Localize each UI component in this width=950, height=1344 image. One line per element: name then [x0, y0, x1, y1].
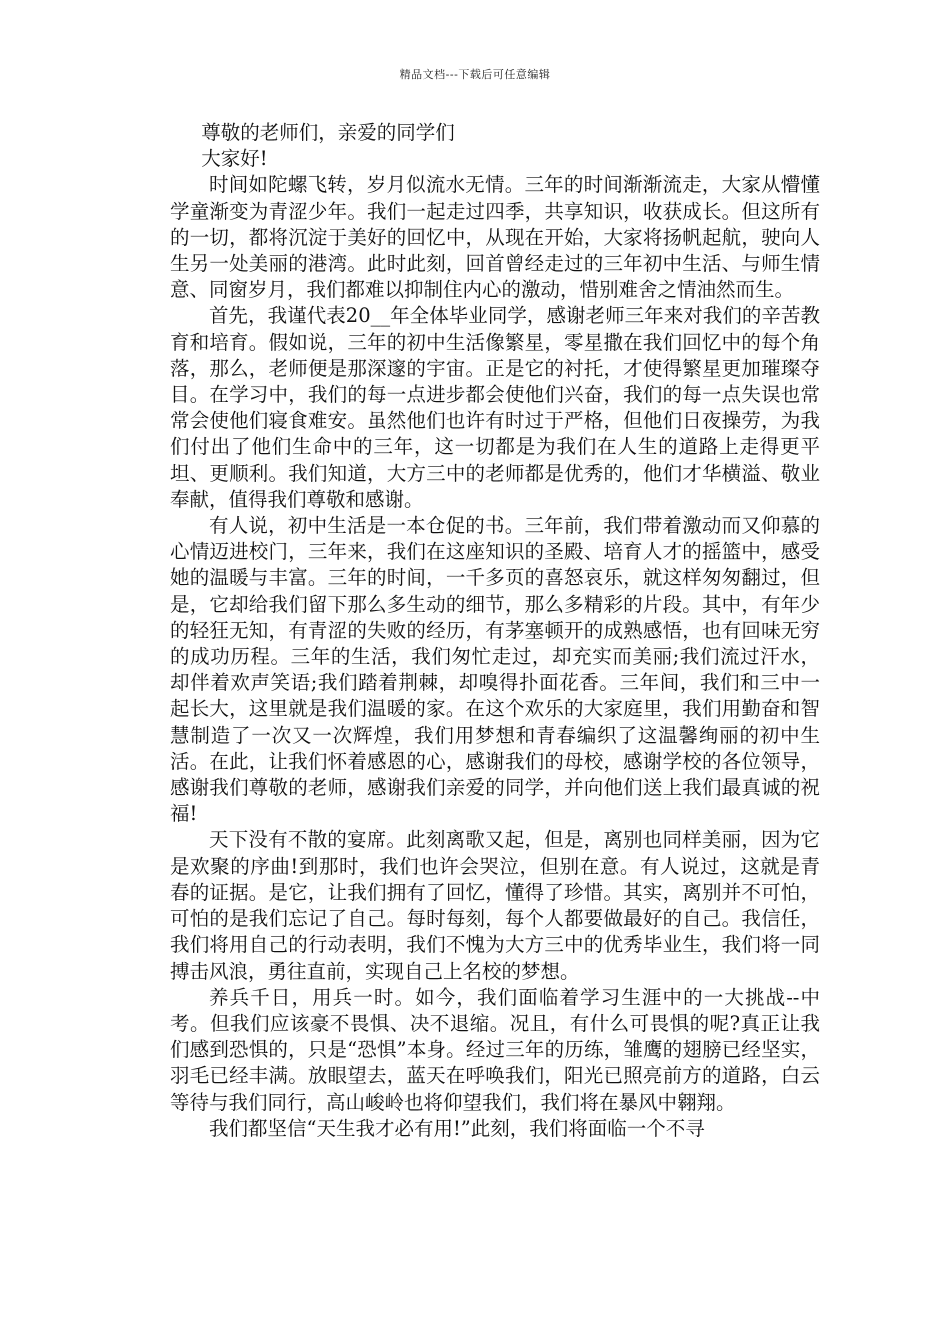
paragraph-3: 有人说，初中生活是一本仓促的书。三年前，我们带着激动而又仰慕的心情迈进校门，三年来，我们在这座知识的圣殿、培育人才的摇篮中，感受她的温暖与丰富。三年的时间，一千多页的喜怒哀乐，就这样匆匆翻过，但是，它却给我们留下那么多生动的细节，那么多精彩的片段。其中，有年少的轻狂无知，有青涩的失败的经历，有茅塞顿开的成熟感悟，也有回味无穷的成功历程。三年的生活，我们匆忙走过，却充实而美丽;我们流过汗水，却伴着欢声笑语;我们踏着荆棘，却嗅得扑面花香。三年间，我们和三中一起长大，这里就是我们温暖的家。在这个欢乐的大家庭里，我们用勤奋和智慧制造了一次又一次辉煌，我们用梦想和青春编织了这温馨绚丽的初中生活。在此，让我们怀着感恩的心，感谢我们的母校，感谢学校的各位领导，感谢我们尊敬的老师，感谢我们亲爱的同学，并向他们送上我们最真诚的祝福!	[170, 514, 820, 826]
paragraph-4: 天下没有不散的宴席。此刻离歌又起，但是，离别也同样美丽，因为它是欢聚的序曲!到那时，我们也许会哭泣，但别在意。有人说过，这就是青春的证据。是它，让我们拥有了回忆，懂得了珍惜。其实，离别并不可怕，可怕的是我们忘记了自己。每时每刻，每个人都要做最好的自己。我信任，我们将用自己的行动表明，我们不愧为大方三中的优秀毕业生，我们将一同搏击风浪，勇往直前，实现自己上名校的梦想。	[170, 828, 820, 983]
paragraph-2: 首先，我谨代表20__年全体毕业同学，感谢老师三年来对我们的辛苦教育和培育。假如说，三年的初中生活像繁星，零星撒在我们回忆中的每个角落，那么，老师便是那深邃的宇宙。正是它的衬托，才使得繁星更加璀璨夺目。在学习中，我们的每一点进步都会使他们兴奋，我们的每一点失误也常常会使他们寝食难安。虽然他们也许有时过于严格，但他们日夜操劳，为我们付出了他们生命中的三年，这一切都是为我们在人生的道路上走得更平坦、更顺利。我们知道，大方三中的老师都是优秀的，他们才华横溢、敬业奉献，值得我们尊敬和感谢。	[170, 304, 820, 511]
paragraph-1: 时间如陀螺飞转，岁月似流水无情。三年的时间渐渐流走，大家从懵懂学童渐变为青涩少年。我们一起走过四季，共享知识，收获成长。但这所有的一切，都将沉淀于美好的回忆中，从现在开始，大家将扬帆起航，驶向人生另一处美丽的港湾。此时此刻，回首曾经走过的三年初中生活、与师生情意、同窗岁月，我们都难以抑制住内心的激动，惜别难舍之情油然而生。	[170, 173, 820, 302]
paragraph-6: 我们都坚信“天生我才必有用!”此刻，我们将面临一个不寻	[209, 1116, 705, 1140]
page-header: 精品文档---下载后可任意编辑	[399, 68, 551, 81]
greeting: 大家好!	[201, 147, 268, 171]
document-body	[170, 120, 820, 1142]
salutation: 尊敬的老师们，亲爱的同学们	[201, 121, 455, 144]
paragraph-5: 养兵千日，用兵一时。如今，我们面临着学习生涯中的一大挑战--中考。但我们应该豪不畏惧、决不退缩。况且，有什么可畏惧的呢?真正让我们感到恐惧的，只是“恐惧”本身。经过三年的历练，雏鹰的翅膀已经坚实，羽毛已经丰满。放眼望去，蓝天在呼唤我们，阳光已照亮前方的道路，白云等待与我们同行，高山峻岭也将仰望我们，我们将在暴风中翱翔。	[170, 985, 820, 1114]
